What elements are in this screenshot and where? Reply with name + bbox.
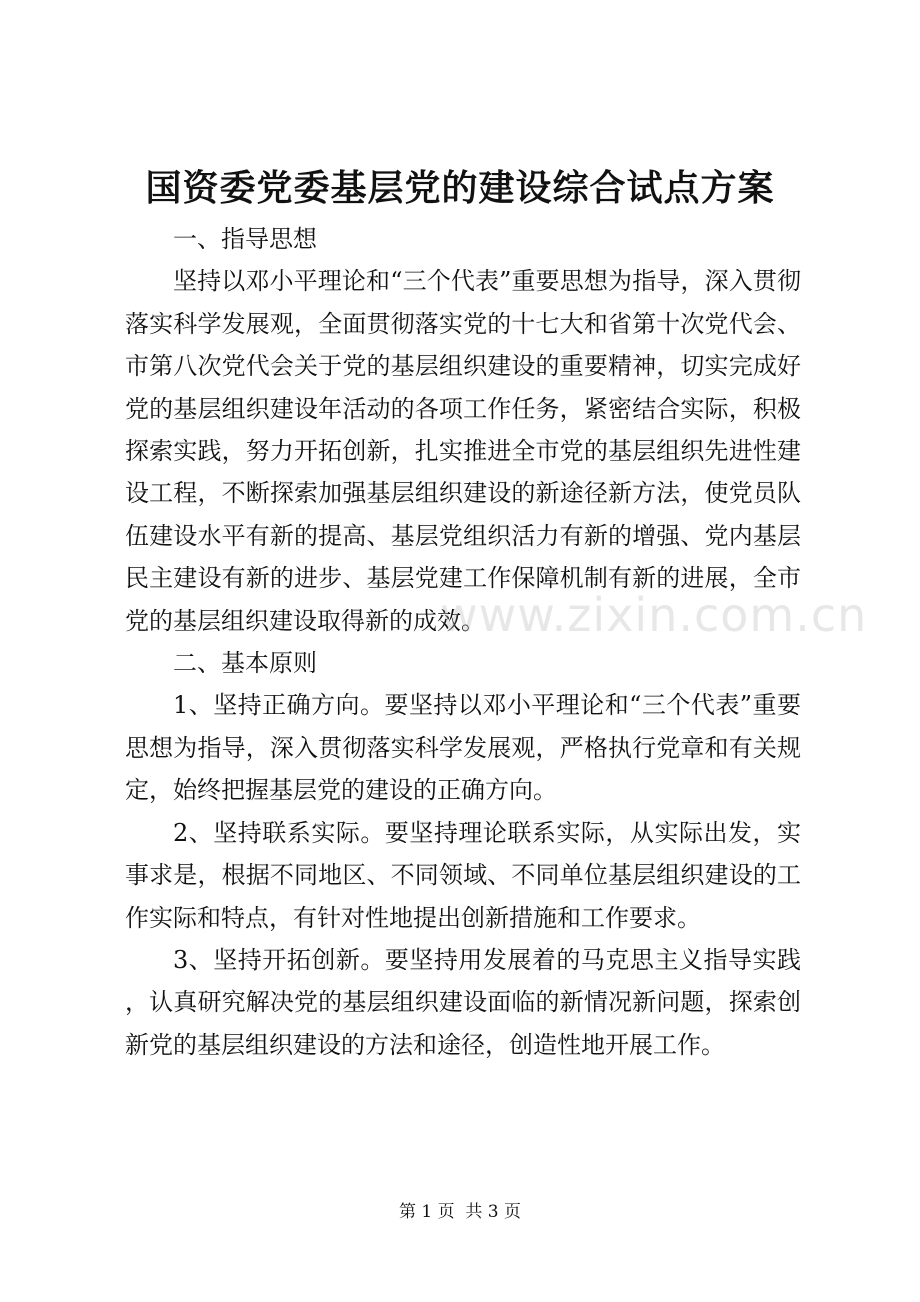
page-footer <box>0 1198 920 1226</box>
paragraph-principle-2: 2、坚持联系实际。要坚持理论联系实际，从实际出发，实事求是，根据不同地区、不同领域、不同单位基层组织建设的工作实际和特点，有针对性地提出创新措施和工作要求。 <box>125 818 801 932</box>
paragraph-principle-1: 1、坚持正确方向。要坚持以邓小平理论和“三个代表”重要思想为指导，深入贯彻落实科学发展观，严格执行党章和有关规定，始终把握基层党的建设的正确方向。 <box>125 691 801 805</box>
document-body <box>125 218 801 1066</box>
heading-guiding-ideology: 一、指导思想 <box>173 225 317 253</box>
document-title: 国资委党委基层党的建设综合试点方案 <box>145 167 775 209</box>
paragraph-principle-3: 3、坚持开拓创新。要坚持用发展着的马克思主义指导实践，认真研究解决党的基层组织建设面临的新情况新问题，探索创新党的基层组织建设的方法和途径，创造性地开展工作。 <box>125 945 801 1059</box>
heading-basic-principles: 二、基本原则 <box>173 649 317 678</box>
watermark: www.zixin.com.cn <box>440 588 868 642</box>
page-number: 第 1 页 共 3 页 <box>398 1202 522 1222</box>
paragraph-guiding-ideology: 坚持以邓小平理论和“三个代表”重要思想为指导，深入贯彻落实科学发展观，全面贯彻落实党的十七大和省第十次党代会、市第八次党代会关于党的基层组织建设的重要精神，切实完成好党的基层组织建设年活动的各项工作任务，紧密结合实际，积极探索实践，努力开拓创新，扎实推进全市党的基层组织先进性建设工程，不断探索加强基层组织建设的新途径新方法，使党员队伍建设水平有新的提高、基层党组织活力有新的增强、党内基层民主建设有新的进步、基层党建工作保障机制有新的进展，全市党的基层组织建设取得新的成效。 <box>125 267 801 635</box>
